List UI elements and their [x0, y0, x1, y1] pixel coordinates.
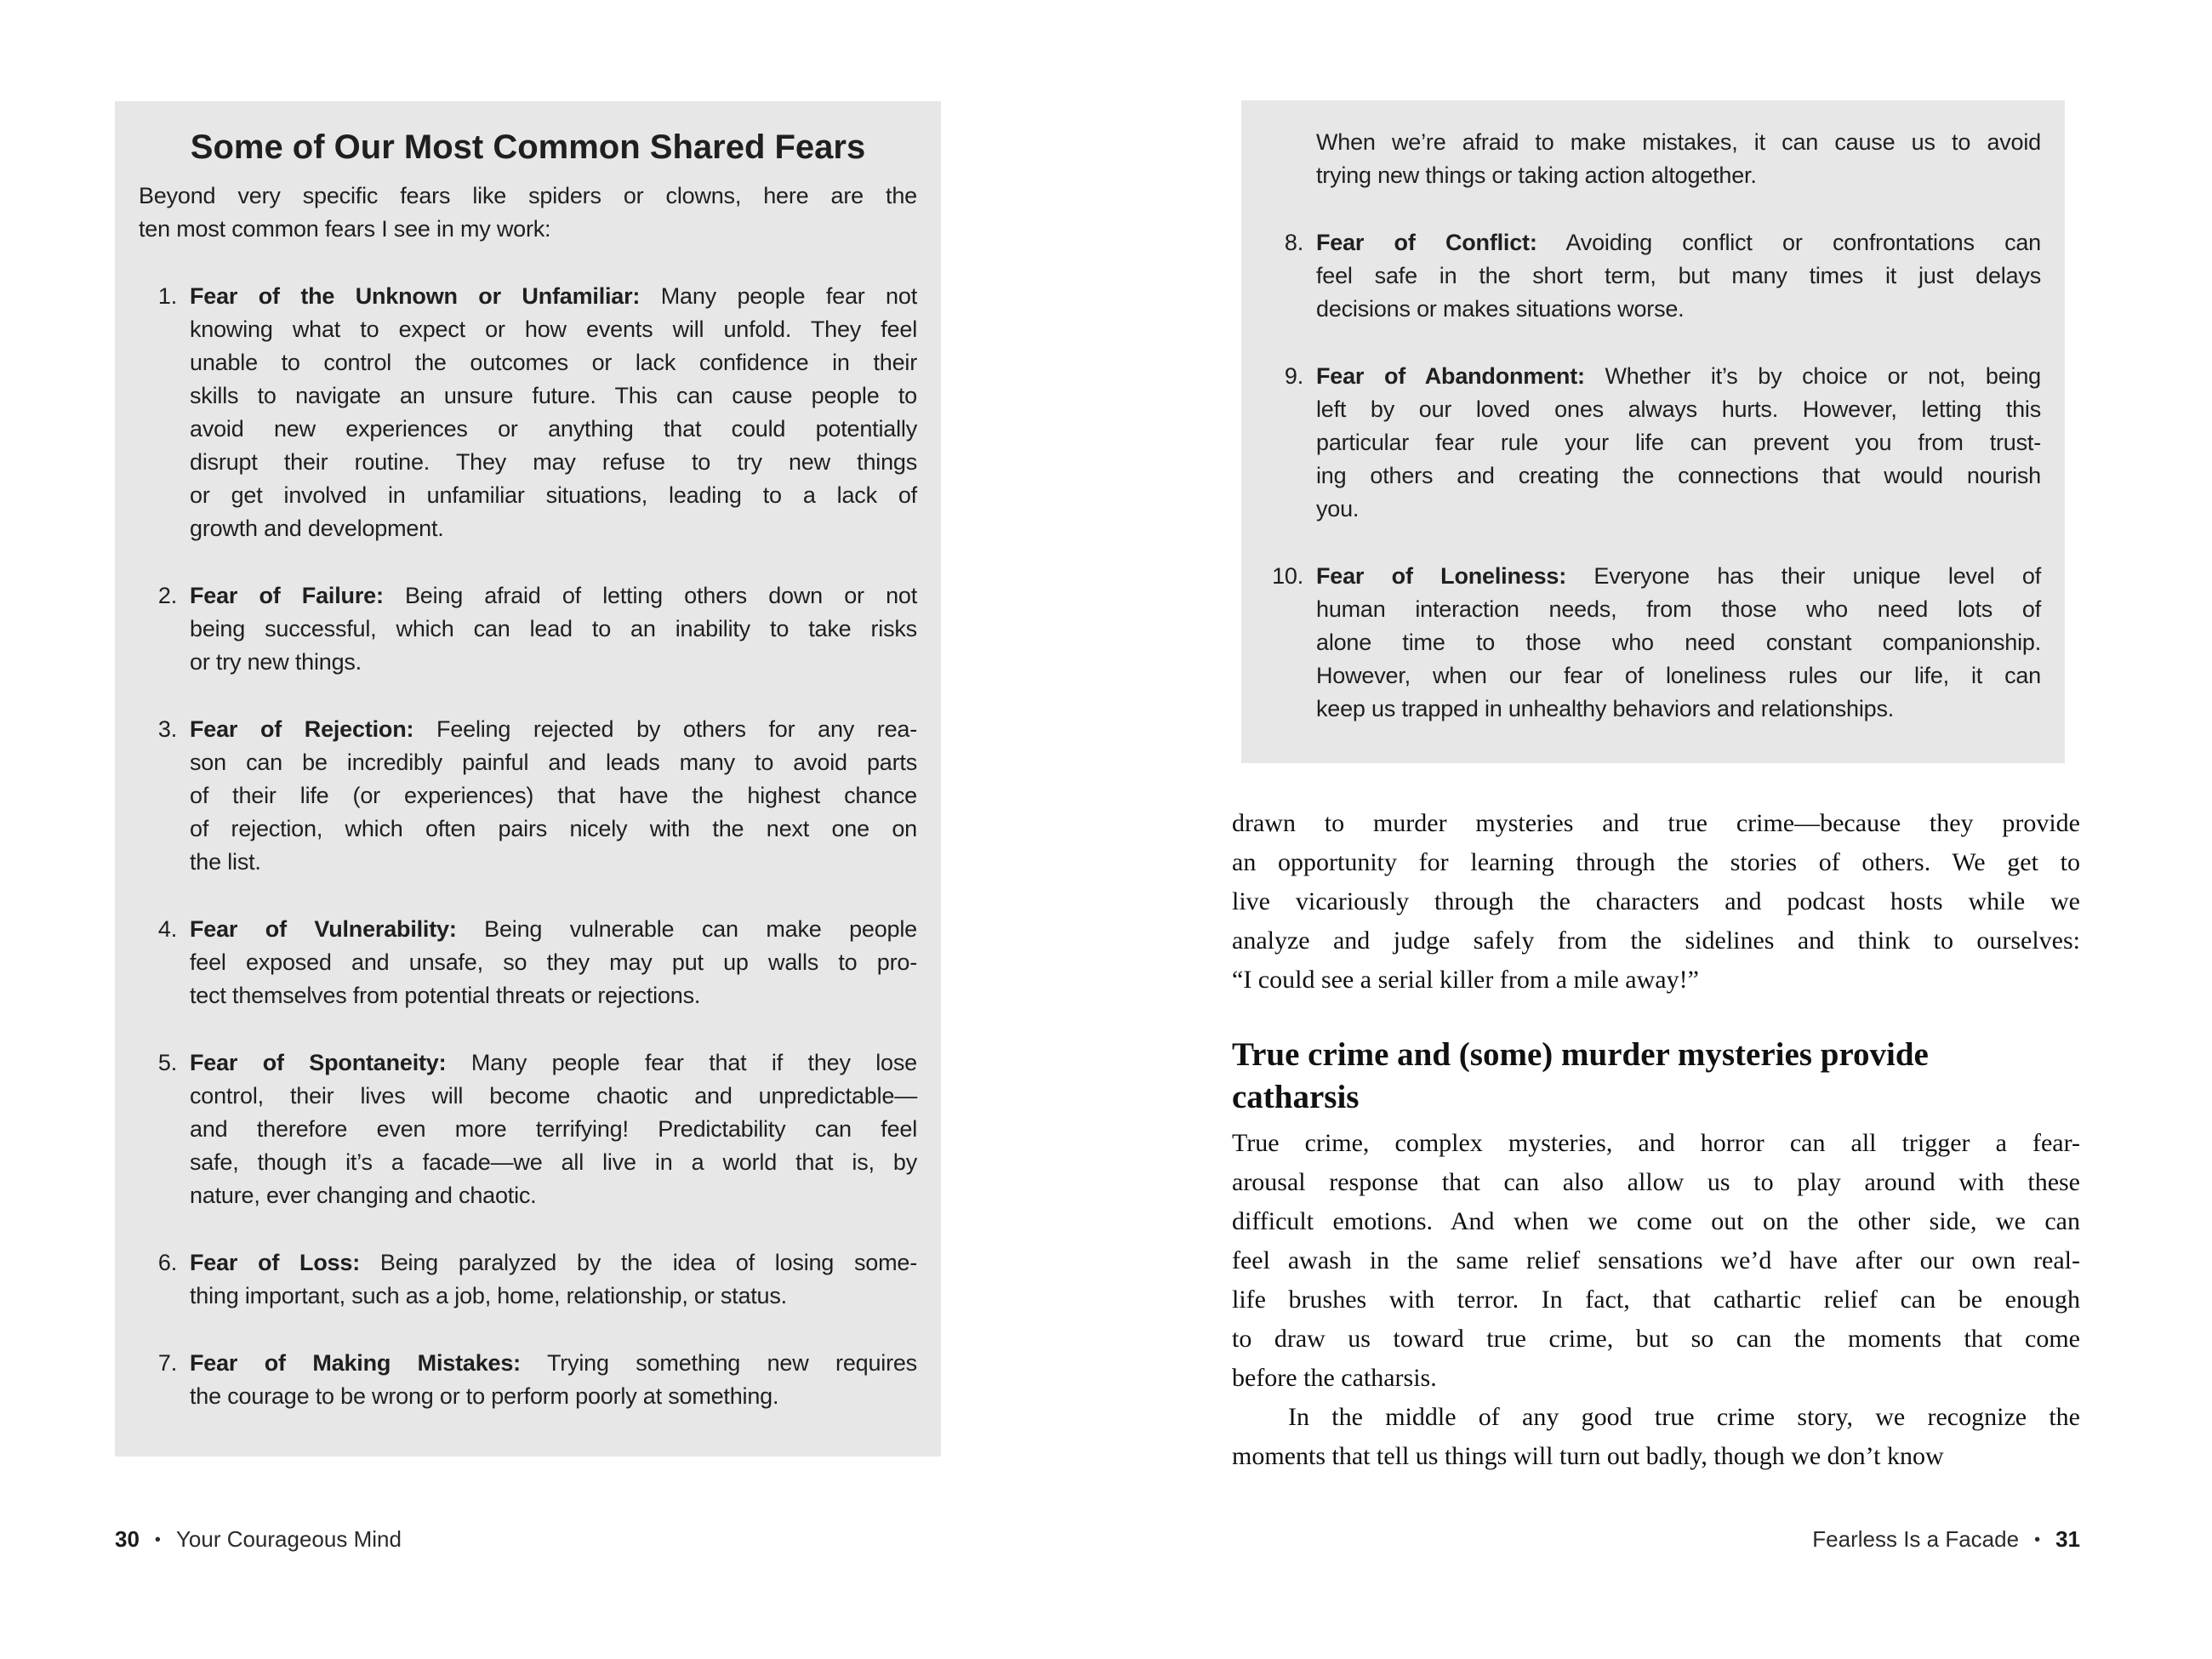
fear-list-item	[1265, 226, 2041, 326]
text-line: an opportunity for learning through the stories of others. We get to	[1232, 848, 2080, 876]
text-line: Fear of Spontaneity: Many people fear that if they lose	[190, 1050, 917, 1075]
fear-list-item	[139, 1046, 917, 1212]
fear-label: Fear of Conflict:	[1316, 230, 1537, 255]
fear-list-right	[1265, 226, 2041, 726]
fear-label: Fear of Failure:	[190, 583, 384, 608]
shared-fears-box-continued	[1241, 100, 2065, 763]
text-line: When we’re afraid to make mistakes, it can cause us to avoid	[1316, 129, 2041, 155]
shared-fears-box	[115, 101, 941, 1457]
item-text	[190, 913, 917, 1012]
item-text	[1316, 560, 2041, 726]
text-line: tect themselves from potential threats or rejections.	[190, 983, 701, 1008]
text-line: ing others and creating the connections that would nourish	[1316, 463, 2041, 488]
item-number: 7.	[157, 1350, 177, 1376]
item-number: 8.	[1284, 230, 1303, 255]
fear-label: Fear of Spontaneity:	[190, 1050, 447, 1075]
fear-list-left	[139, 280, 917, 1413]
text-line: Fear of Making Mistakes: Trying something new requires	[190, 1350, 917, 1376]
text-line: particular fear rule your life can prevent you from trust-	[1316, 430, 2041, 455]
text-line: moments that tell us things will turn out badly, though we don’t know	[1232, 1442, 1944, 1470]
fear-list-item	[1265, 560, 2041, 726]
fear-label: Fear of Making Mistakes:	[190, 1350, 521, 1376]
text-line: feel awash in the same relief sensations we’d have after our own real-	[1232, 1246, 2080, 1274]
text-line: live vicariously through the characters and podcast hosts while we	[1232, 887, 2080, 915]
text-line: alone time to those who need constant companionship.	[1316, 630, 2041, 655]
text-line: of their life (or experiences) that have the highest chance	[190, 783, 917, 808]
text-line: control, their lives will become chaotic and unpredictable—	[190, 1083, 917, 1109]
text-line: trying new things or taking action altogether.	[1316, 162, 1757, 188]
fear-label: Fear of Abandonment:	[1316, 363, 1585, 389]
text-line: or get involved in unfamiliar situations, leading to a lack of	[190, 482, 917, 508]
text-line: Fear of the Unknown or Unfamiliar: Many people fear not	[190, 283, 917, 309]
footer-separator-icon: •	[154, 1531, 161, 1549]
footer-page-number: 30	[115, 1526, 140, 1552]
fear-label: Fear of Rejection:	[190, 716, 414, 742]
fear-list-item	[1265, 360, 2041, 526]
item-text	[1316, 360, 2041, 526]
footer-book-title: Your Courageous Mind	[175, 1526, 402, 1552]
item-text	[190, 713, 917, 879]
text-line: growth and development.	[190, 516, 444, 541]
item-number: 9.	[1284, 363, 1303, 389]
item-text	[190, 1246, 917, 1313]
text-line: feel safe in the short term, but many times it just delays	[1316, 263, 2041, 288]
fear-label: Fear of Loneliness:	[1316, 563, 1566, 589]
text-line: to draw us toward true crime, but so can the moments that come	[1232, 1325, 2080, 1353]
text-line: Fear of Loss: Being paralyzed by the idea of losing some-	[190, 1250, 917, 1275]
fear-list-item	[139, 713, 917, 879]
text-line: keep us trapped in unhealthy behaviors and relationships.	[1316, 696, 1895, 721]
box-intro	[139, 180, 917, 246]
fear-list-item	[139, 913, 917, 1012]
body-paragraph	[1232, 804, 2080, 1000]
text-line: Beyond very specific fears like spiders or clowns, here are the	[139, 183, 917, 208]
text-line: True crime, complex mysteries, and horror can all trigger a fear-	[1232, 1129, 2080, 1157]
text-line: However, when our fear of loneliness rules our life, it can	[1316, 663, 2041, 688]
footer-page-number: 31	[2055, 1526, 2080, 1552]
text-line: the list.	[190, 849, 261, 875]
text-line: of rejection, which often pairs nicely with the next one on	[190, 816, 917, 841]
text-line: safe, though it’s a facade—we all live in a world that is, by	[190, 1149, 917, 1175]
text-line: nature, ever changing and chaotic.	[190, 1183, 537, 1208]
fear-list-item	[139, 579, 917, 679]
body-paragraph	[1232, 1124, 2080, 1398]
text-line: decisions or makes situations worse.	[1316, 296, 1685, 322]
text-line: Fear of Failure: Being afraid of letting others down or not	[190, 583, 917, 608]
heading-line: catharsis	[1232, 1079, 1360, 1115]
page-footer-left	[115, 1525, 402, 1554]
text-line: life brushes with terror. In fact, that cathartic relief can be enough	[1232, 1286, 2080, 1314]
footer-chapter-title: Fearless Is a Facade	[1812, 1526, 2020, 1552]
item-number: 4.	[157, 916, 177, 942]
item-number: 5.	[157, 1050, 177, 1075]
text-line: Fear of Abandonment: Whether it’s by choice or not, being	[1316, 363, 2041, 389]
section-heading	[1232, 1034, 2080, 1119]
fear-label: Fear of Vulnerability:	[190, 916, 457, 942]
item-text	[1316, 226, 2041, 326]
fear-list-item	[139, 1246, 917, 1313]
text-line: or try new things.	[190, 649, 362, 675]
text-line: arousal response that can also allow us to play around with these	[1232, 1168, 2080, 1196]
text-line: skills to navigate an unsure future. This can cause people to	[190, 383, 917, 408]
text-line: the courage to be wrong or to perform poorly at something.	[190, 1383, 779, 1409]
body-text	[1232, 804, 2080, 1476]
text-line: knowing what to expect or how events will unfold. They feel	[190, 316, 917, 342]
page-footer-right	[1812, 1525, 2080, 1554]
text-line: feel exposed and unsafe, so they may put up walls to pro-	[190, 949, 917, 975]
item-number: 1.	[157, 283, 177, 309]
heading-line: True crime and (some) murder mysteries provide	[1232, 1036, 1929, 1073]
text-line: In the middle of any good true crime story, we recognize the	[1288, 1403, 2080, 1431]
text-line: drawn to murder mysteries and true crime—because they provide	[1232, 809, 2080, 837]
item-number: 2.	[157, 583, 177, 608]
text-line: before the catharsis.	[1232, 1364, 1437, 1392]
text-line: son can be incredibly painful and leads many to avoid parts	[190, 750, 917, 775]
box-title: Some of Our Most Common Shared Fears	[190, 128, 866, 166]
body-paragraph	[1232, 1398, 2080, 1476]
item-number: 6.	[157, 1250, 177, 1275]
text-line: difficult emotions. And when we come out on the other side, we can	[1232, 1207, 2080, 1235]
text-line: you.	[1316, 496, 1360, 522]
text-line: analyze and judge safely from the sidelines and think to ourselves:	[1232, 926, 2080, 955]
text-line: Fear of Loneliness: Everyone has their unique level of	[1316, 563, 2041, 589]
text-line: and therefore even more terrifying! Predictability can feel	[190, 1116, 917, 1142]
text-line: disrupt their routine. They may refuse to try new things	[190, 449, 917, 475]
footer-separator-icon: •	[2034, 1531, 2041, 1549]
fear-list-item	[139, 280, 917, 545]
fear-label: Fear of Loss:	[190, 1250, 361, 1275]
text-line: unable to control the outcomes or lack confidence in their	[190, 350, 917, 375]
continuation-paragraph	[1316, 126, 2041, 192]
text-line: ten most common fears I see in my work:	[139, 216, 551, 242]
text-line: “I could see a serial killer from a mile away!”	[1232, 966, 1699, 994]
text-line: Fear of Rejection: Feeling rejected by others for any rea-	[190, 716, 918, 742]
text-line: being successful, which can lead to an inability to take risks	[190, 616, 917, 641]
item-number: 3.	[157, 716, 177, 742]
item-text	[190, 280, 917, 545]
text-line: thing important, such as a job, home, relationship, or status.	[190, 1283, 787, 1308]
text-line: human interaction needs, from those who need lots of	[1316, 596, 2041, 622]
text-line: Fear of Conflict: Avoiding conflict or confrontations can	[1316, 230, 2041, 255]
text-line: Fear of Vulnerability: Being vulnerable can make people	[190, 916, 917, 942]
text-line: avoid new experiences or anything that could potentially	[190, 416, 917, 442]
item-number: 10.	[1272, 563, 1303, 589]
item-text	[190, 579, 917, 679]
item-text	[190, 1046, 917, 1212]
fear-label: Fear of the Unknown or Unfamiliar:	[190, 283, 641, 309]
text-line: left by our loved ones always hurts. However, letting this	[1316, 396, 2041, 422]
fear-list-item	[139, 1347, 917, 1413]
item-text	[190, 1347, 917, 1413]
